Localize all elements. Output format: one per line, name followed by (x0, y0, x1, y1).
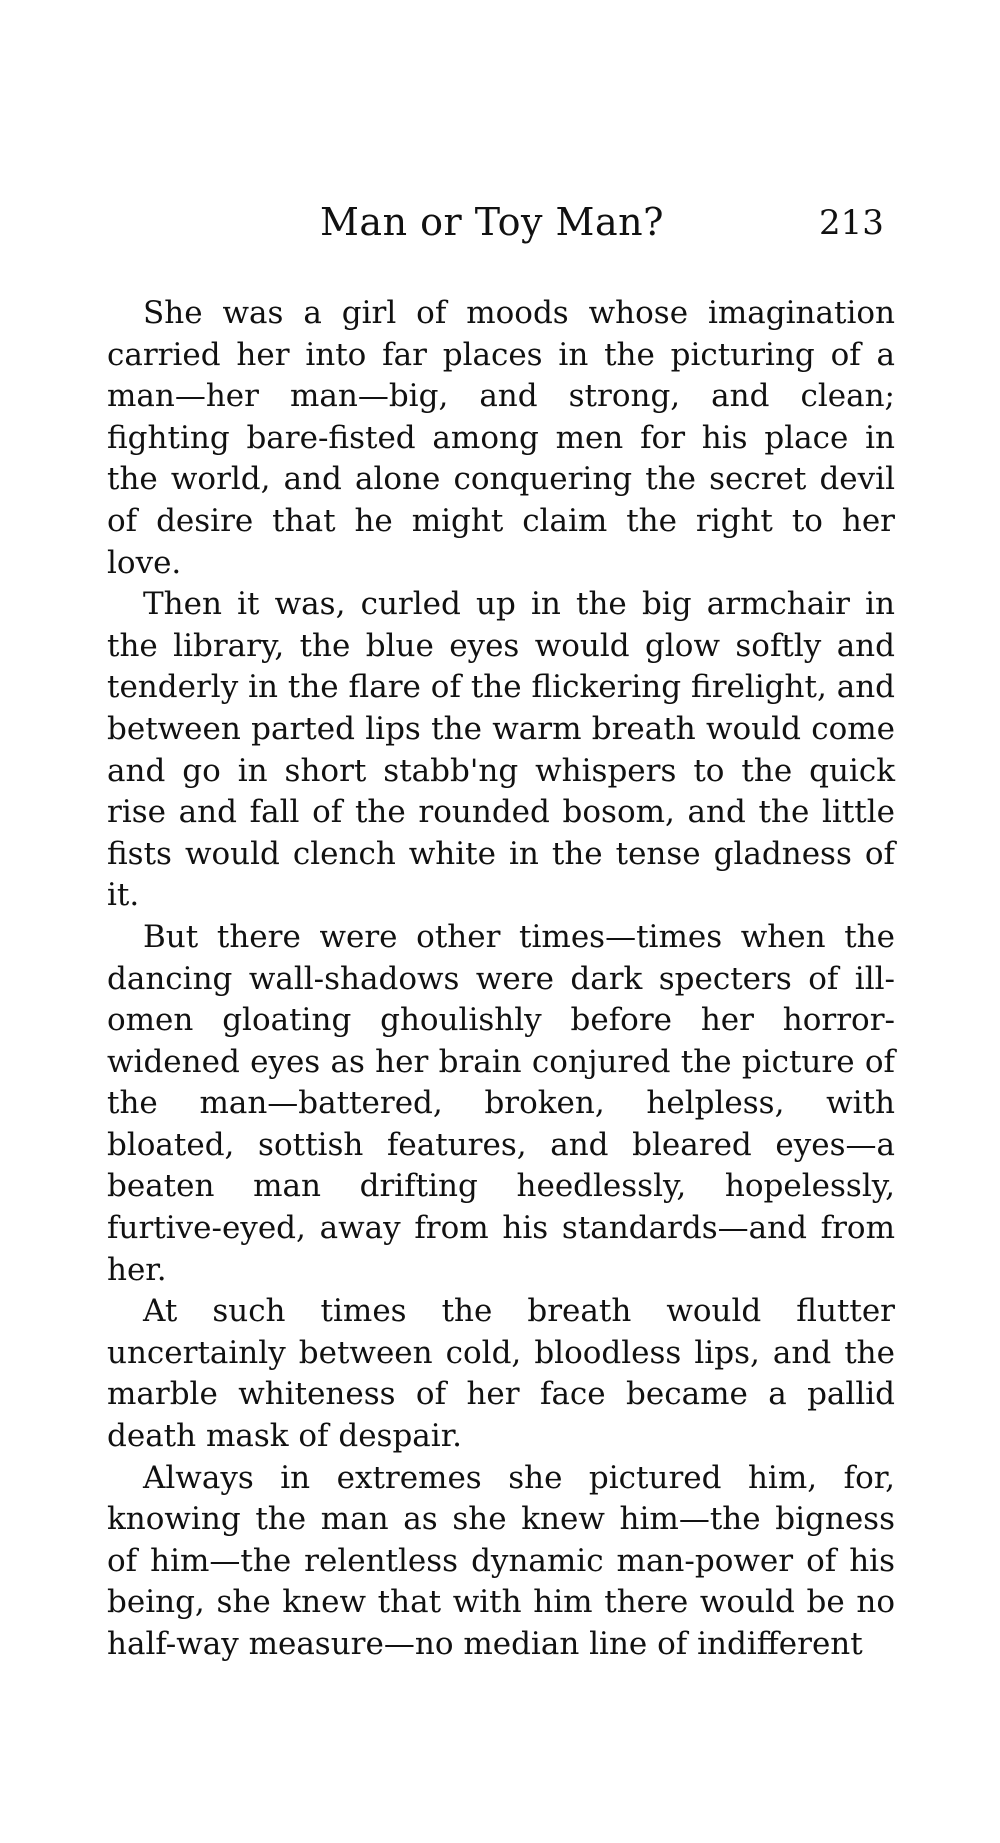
running-title: Man or Toy Man? (320, 200, 664, 244)
paragraph-3: But there were other times—times when the dancing wall-shadows were dark specters of ill-omen gloating ghoulishly before her horror-widened eyes as her brain conjured the picture of the man—battered, broken, helpless, with bloated, sottish features, and bleared eyes—a beaten man drifting heedlessly, hopelessly, furtive-eyed, away from his standards—and from her. (107, 918, 895, 1288)
paragraph-2: Then it was, curled up in the big armchair in the library, the blue eyes would glow softly and tenderly in the flare of the flickering firelight, and between parted lips the warm breath would come and go in short stabb'ng whispers to the quick rise and fall of the rounded bosom, and the little fists would clench white in the tense gladness of it. (107, 586, 895, 914)
paragraph-1: She was a girl of moods whose imagination carried her into far places in the picturing of a man—her man—big, and strong, and clean; fighting bare-fisted among men for his place in the world, and alone conquering the secret devil of desire that he might claim the right to her love. (107, 295, 895, 581)
paragraph-5: Always in extremes she pictured him, for, knowing the man as she knew him—the bigness of him—the relentless dynamic man-power of his being, she knew that with him there would be no half-way measure—no median line of indifferent (107, 1459, 895, 1662)
paragraph-4: At such times the breath would flutter uncertainly between cold, bloodless lips, and the marble whiteness of her face became a pallid death mask of despair. (107, 1293, 895, 1455)
page-number: 213 (819, 203, 884, 243)
page-header (0, 200, 1000, 260)
body-text (107, 293, 895, 1666)
